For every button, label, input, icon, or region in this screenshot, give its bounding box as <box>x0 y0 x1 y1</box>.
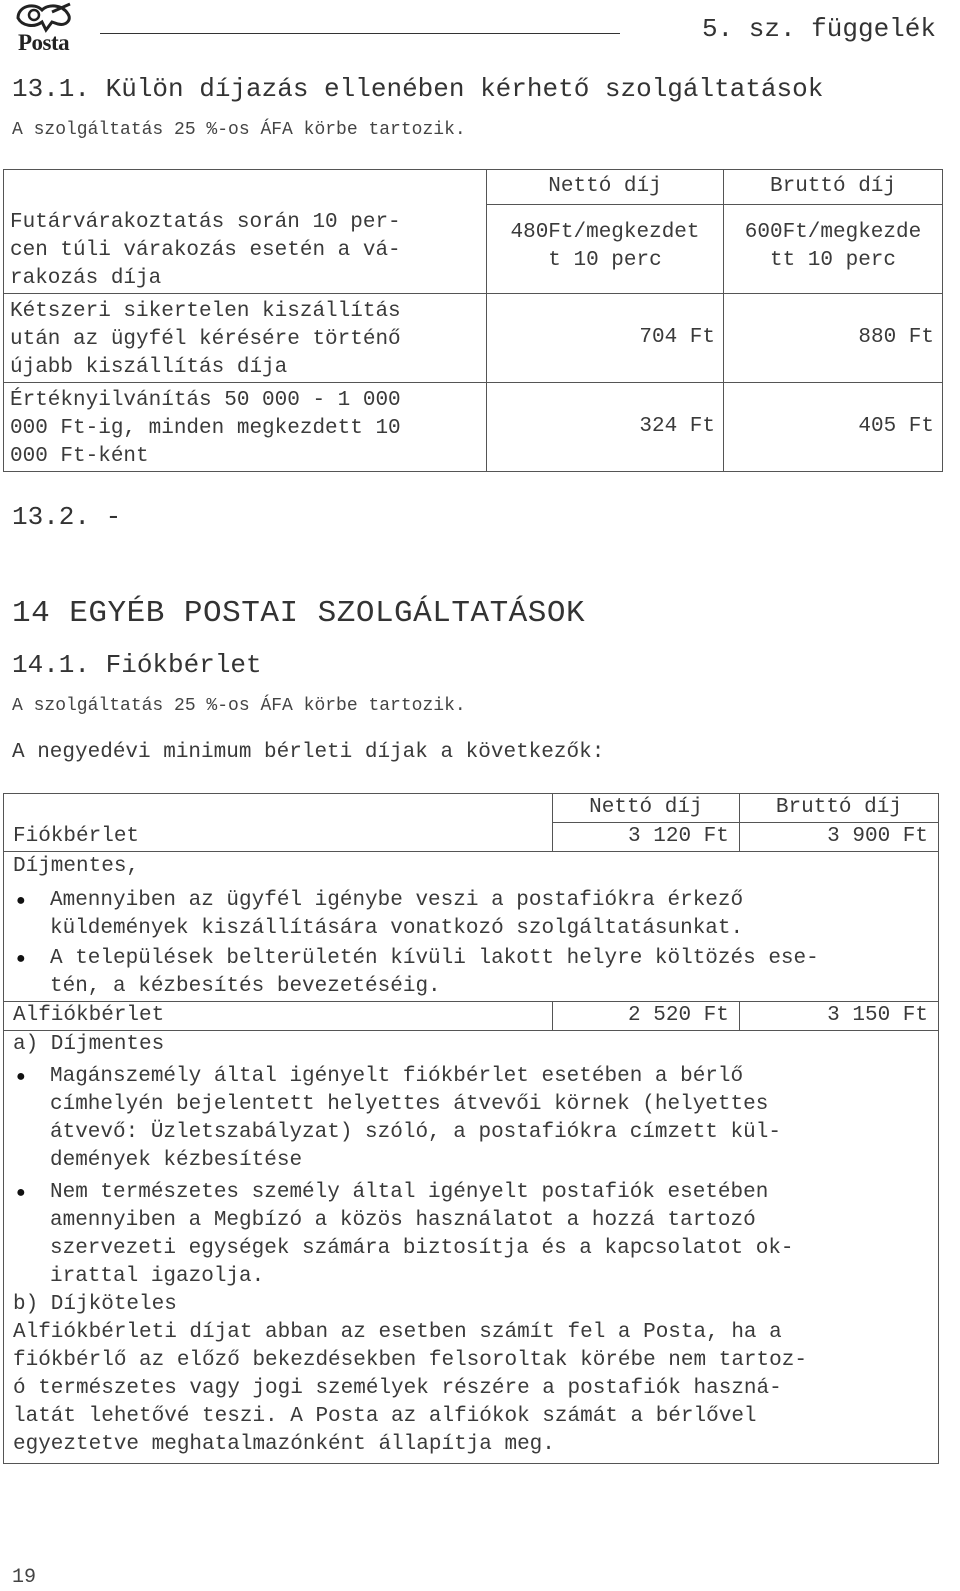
list-item: ● Amennyiben az ügyfél igénybe veszi a postafiókra érkező küldemények kiszállítására vonatkozó szolgáltatásunkat. <box>13 887 929 943</box>
appendix-label: 5. sz. függelék <box>701 14 936 44</box>
fiokberlet-net: 3 120 Ft <box>552 823 739 852</box>
posta-logo <box>12 0 76 62</box>
row-gross: 600Ft/megkezde tt 10 perc <box>724 205 943 294</box>
table-row <box>4 205 943 294</box>
page-number: 19 <box>12 1566 37 1589</box>
list-item: ● A települések belterületén kívüli lakott helyre költözés ese- tén, a kézbesítés bevezetéséig. <box>13 945 929 1001</box>
table-header-empty <box>4 170 487 205</box>
pobox-rental-table <box>3 793 939 1464</box>
row-desc: Kétszeri sikertelen kiszállítás után az ügyfél kérésére történő újabb kiszállítás díja <box>4 293 487 382</box>
alfiok-details <box>4 1031 939 1464</box>
a-label: a) Díjmentes <box>13 1033 165 1056</box>
extra-services-table <box>3 169 943 472</box>
fiokberlet-label: Fiókbérlet <box>4 823 553 852</box>
row-net: 324 Ft <box>487 382 724 471</box>
col-net-header: Nettó díj <box>552 794 739 823</box>
list-item: ● Magánszemély által igényelt fiókbérlet esetében a bérlő címhelyén bejelentett helyettes átvevői körnek (helyettes átvevő: Üzletszabályzat) szóló, a postafiókra címzett kül- demények kézbesítése <box>13 1063 929 1175</box>
row-net: 704 Ft <box>487 293 724 382</box>
section-14-1-title: 14.1. Fiókbérlet <box>12 650 262 680</box>
free-label: Díjmentes, <box>13 855 140 878</box>
row-desc: Értéknyilvánítás 50 000 - 1 000 000 Ft-ig, minden megkezdett 10 000 Ft-ként <box>4 382 487 471</box>
alfiok-label: Alfiókbérlet <box>4 1002 553 1031</box>
intro-text: A negyedévi minimum bérleti díjak a következők: <box>12 741 605 764</box>
free-section <box>4 852 939 1002</box>
row-gross: 880 Ft <box>724 293 943 382</box>
header-empty <box>4 794 553 823</box>
alfiok-net: 2 520 Ft <box>552 1002 739 1031</box>
table-row <box>4 823 939 852</box>
col-net-header: Nettó díj <box>487 170 724 205</box>
vat-note-14-1: A szolgáltatás 25 %-os ÁFA körbe tartozik. <box>12 696 466 716</box>
list-item: ● Nem természetes személy által igényelt postafiók esetében amennyiben a Megbízó a közös használatot a hozzá tartozó szervezeti egységek számára biztosítja és a kapcsolatot ok- irattal igazolja. <box>13 1179 929 1291</box>
logo-text: Posta <box>18 30 70 55</box>
chapter-14-title: 14 EGYÉB POSTAI SZOLGÁLTATÁSOK <box>12 596 586 631</box>
table-row <box>4 382 943 471</box>
row-gross: 405 Ft <box>724 382 943 471</box>
section-13-2-title: 13.2. - <box>12 502 122 532</box>
posthorn-icon <box>12 0 76 34</box>
vat-note-13-1: A szolgáltatás 25 %-os ÁFA körbe tartozik. <box>12 120 466 140</box>
table-row <box>4 293 943 382</box>
table-row <box>4 1031 939 1464</box>
table-row <box>4 852 939 1002</box>
header-rule <box>100 33 620 34</box>
row-net: 480Ft/megkezdet t 10 perc <box>487 205 724 294</box>
b-text: Alfiókbérleti díjat abban az esetben számít fel a Posta, ha a fiókbérlő az előző bekezdésekben felsoroltak körébe nem tartoz- ó természetes vagy jogi személyek részére a postafiók haszná- latát lehetővé teszi. A Posta az alfiókok számát a bérlővel egyeztetve meghatalmazónként állapítja meg. <box>13 1321 807 1456</box>
section-13-1-title: 13.1. Külön díjazás ellenében kérhető szolgáltatások <box>12 74 824 104</box>
table-row <box>4 1002 939 1031</box>
col-gross-header: Bruttó díj <box>739 794 938 823</box>
col-gross-header: Bruttó díj <box>724 170 943 205</box>
b-label: b) Díjköteles <box>13 1293 177 1316</box>
alfiok-gross: 3 150 Ft <box>739 1002 938 1031</box>
row-desc: Futárvárakoztatás során 10 per- cen túli várakozás esetén a vá- rakozás díja <box>4 205 487 294</box>
fiokberlet-gross: 3 900 Ft <box>739 823 938 852</box>
